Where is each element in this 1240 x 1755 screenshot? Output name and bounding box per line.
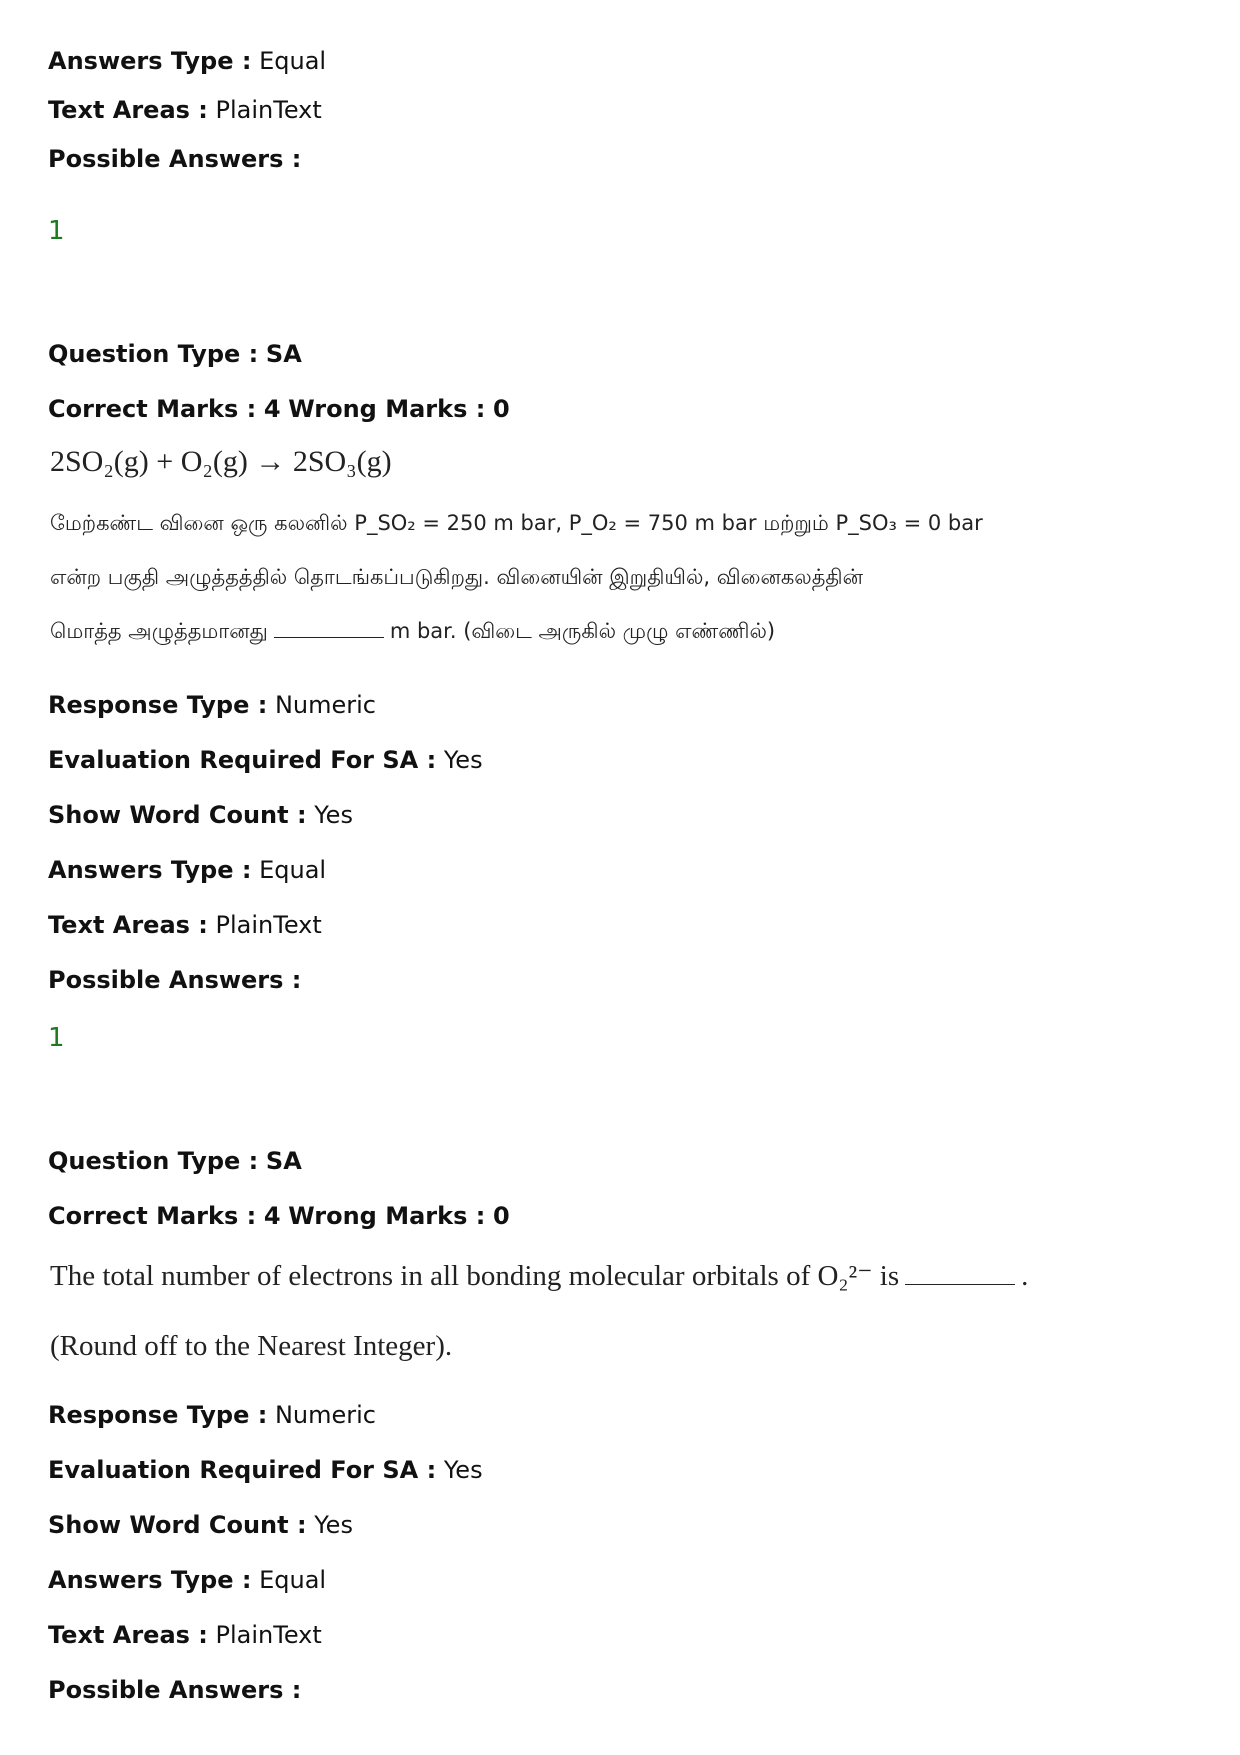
correct-marks-label: Correct Marks : <box>48 395 257 423</box>
text-areas-label: Text Areas : <box>48 1621 208 1649</box>
answers-type-row <box>48 1565 326 1595</box>
evaluation-required-value: Yes <box>443 746 483 774</box>
question-text-line-1: மேற்கண்ட வினை ஒரு கலனில் P_SO₂ = 250 m bar, P_O₂ = 750 m bar மற்றும் P_SO₃ = 0 bar <box>50 511 983 535</box>
possible-answers-row <box>48 1675 301 1705</box>
question-text-line-3-start: மொத்த அழுத்தமானது <box>50 619 268 643</box>
possible-answer-value: 1 <box>48 1023 65 1053</box>
wrong-marks-value: 0 <box>492 1202 510 1230</box>
possible-answers-row <box>48 144 301 174</box>
possible-answers-label: Possible Answers : <box>48 1676 302 1704</box>
marks-row <box>48 394 510 424</box>
answer-blank <box>274 613 384 638</box>
question-text-line-2: என்ற பகுதி அழுத்தத்தில் தொடங்கப்படுகிறது. வினையின் இறுதியில், வினைகலத்தின் <box>50 565 863 589</box>
question-type-value: SA <box>265 1147 302 1175</box>
answers-type-label: Answers Type : <box>48 47 252 75</box>
response-type-row <box>48 1400 376 1430</box>
answers-type-value: Equal <box>259 47 327 75</box>
answers-type-label: Answers Type : <box>48 1566 252 1594</box>
possible-answers-label: Possible Answers : <box>48 145 302 173</box>
question-type-label: Question Type : <box>48 1147 259 1175</box>
question-type-value: SA <box>265 340 302 368</box>
show-word-count-row <box>48 1510 353 1540</box>
question-image-english <box>50 1256 1028 1366</box>
answer-blank <box>905 1260 1015 1285</box>
text-areas-value: PlainText <box>215 911 322 939</box>
correct-marks-value: 4 <box>263 1202 281 1230</box>
question-text-line-3 <box>50 604 983 658</box>
evaluation-required-row <box>48 1455 483 1485</box>
marks-row <box>48 1201 510 1231</box>
answers-type-label: Answers Type : <box>48 856 252 884</box>
response-type-label: Response Type : <box>48 1401 268 1429</box>
wrong-marks-label: Wrong Marks : <box>288 1202 486 1230</box>
question-text-line-1: The total number of electrons in all bonding molecular orbitals of O₂²⁻ is . <box>50 1260 1029 1292</box>
response-type-value: Numeric <box>274 691 376 719</box>
text-areas-row <box>48 910 322 940</box>
possible-answer-value: 1 <box>48 216 65 246</box>
text-areas-label: Text Areas : <box>48 96 208 124</box>
reaction-equation: 2SO₂(g) + O₂(g) → 2SO₃(g) <box>50 445 392 478</box>
show-word-count-row <box>48 800 353 830</box>
possible-answers-label: Possible Answers : <box>48 966 302 994</box>
evaluation-required-row <box>48 745 483 775</box>
show-word-count-value: Yes <box>314 801 353 829</box>
show-word-count-label: Show Word Count : <box>48 1511 307 1539</box>
text-areas-value: PlainText <box>215 1621 322 1649</box>
response-type-row <box>48 690 376 720</box>
answers-type-row <box>48 46 326 76</box>
evaluation-required-label: Evaluation Required For SA : <box>48 746 437 774</box>
show-word-count-value: Yes <box>314 1511 353 1539</box>
evaluation-required-value: Yes <box>443 1456 483 1484</box>
question-text-line-3-end: m bar. (விடை அருகில் முழு எண்ணில்) <box>389 619 776 643</box>
correct-marks-label: Correct Marks : <box>48 1202 257 1230</box>
text-areas-row <box>48 95 322 125</box>
question-type-row <box>48 339 302 369</box>
answers-type-value: Equal <box>259 1566 327 1594</box>
question-text-start: The total number of electrons in all bonding molecular orbitals of O₂²⁻ is <box>50 1260 900 1292</box>
question-type-row <box>48 1146 302 1176</box>
response-type-label: Response Type : <box>48 691 268 719</box>
text-areas-value: PlainText <box>215 96 322 124</box>
text-areas-label: Text Areas : <box>48 911 208 939</box>
question-type-label: Question Type : <box>48 340 259 368</box>
response-type-value: Numeric <box>274 1401 376 1429</box>
wrong-marks-value: 0 <box>492 395 510 423</box>
wrong-marks-label: Wrong Marks : <box>288 395 486 423</box>
answers-type-value: Equal <box>259 856 327 884</box>
correct-marks-value: 4 <box>263 395 281 423</box>
evaluation-required-label: Evaluation Required For SA : <box>48 1456 437 1484</box>
question-text-line-2: (Round off to the Nearest Integer). <box>50 1330 453 1362</box>
question-image-tamil <box>50 442 983 658</box>
answers-type-row <box>48 855 326 885</box>
text-areas-row <box>48 1620 322 1650</box>
possible-answers-row <box>48 965 301 995</box>
show-word-count-label: Show Word Count : <box>48 801 307 829</box>
